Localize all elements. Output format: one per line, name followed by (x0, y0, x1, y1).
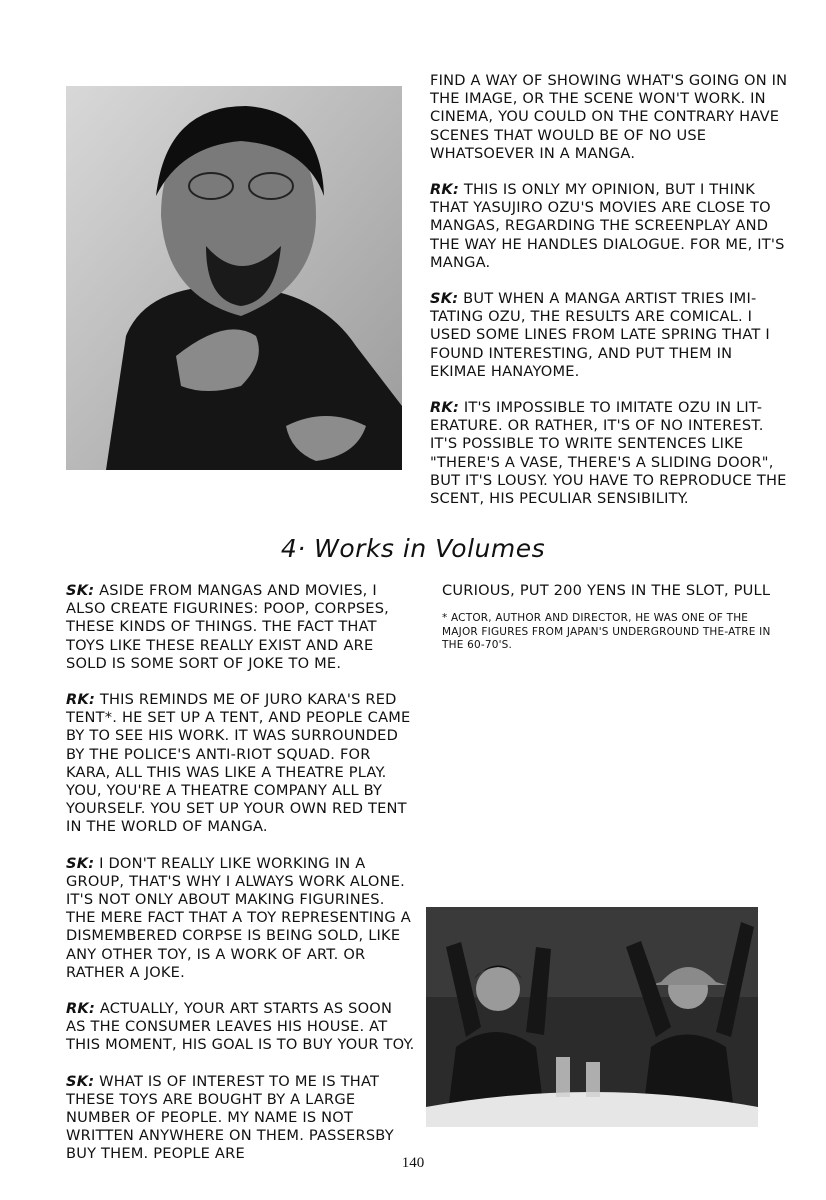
section-heading: 4· Works in Volumes (280, 534, 546, 563)
speaker-label: RK: (66, 1000, 95, 1018)
paragraph: RK: ACTUALLY, YOUR ART STARTS AS SOON AS THE CONSUMER LEAVES HIS HOUSE. AT THIS MOMENT, HIS GOAL IS TO BUY YOUR TOY. (66, 1000, 415, 1054)
bottom-left-column (66, 582, 416, 1182)
speaker-label: RK: (430, 181, 459, 199)
paragraph: CURIOUS, PUT 200 YENS IN THE SLOT, PULL (442, 582, 771, 599)
speaker-label: SK: (66, 1072, 95, 1090)
paragraph: SK: BUT WHEN A MANGA ARTIST TRIES IMI-TATING OZU, THE RESULTS ARE COMICAL. I USED SOME LINES FROM LATE SPRING THAT I FOUND INTERESTING, AND PUT THEM IN EKIMAE HANAYOME. (430, 290, 770, 380)
paragraph: SK: WHAT IS OF INTEREST TO ME IS THAT THESE TOYS ARE BOUGHT BY A LARGE NUMBER OF PEOPLE. MY NAME IS NOT WRITTEN ANYWHERE ON THEM. PASSERSBY BUY THEM. PEOPLE ARE (66, 1072, 394, 1163)
page-number: 140 (401, 1155, 425, 1171)
footnote: * ACTOR, AUTHOR AND DIRECTOR, HE WAS ONE OF THE MAJOR FIGURES FROM JAPAN'S UNDERGROUND THE-ATRE IN THE 60-70'S. (442, 612, 771, 652)
paragraph: FIND A WAY OF SHOWING WHAT'S GOING ON IN THE IMAGE, OR THE SCENE WON'T WORK. IN CINEMA, YOU COULD ON THE CONTRARY HAVE SCENES THAT WOULD BE OF NO USE WHATSOEVER IN A MANGA. (430, 72, 788, 162)
group-photo (426, 907, 758, 1127)
paragraph: SK: I DON'T REALLY LIKE WORKING IN A GROUP, THAT'S WHY I ALWAYS WORK ALONE. IT'S NOT ONLY ABOUT MAKING FIGURINES. THE MERE FACT THAT A TOY REPRESENTING A DISMEMBERED CORPSE IS BEING SOLD, LIKE ANY OTHER TOY, IS A WORK OF ART. OR RATHER A JOKE. (66, 854, 411, 981)
bottom-right-column (442, 582, 787, 671)
portrait-photo (66, 86, 402, 470)
speaker-label: SK: (66, 582, 95, 599)
paragraph: RK: IT'S IMPOSSIBLE TO IMITATE OZU IN LIT-ERATURE. OR RATHER, IT'S OF NO INTEREST. IT'S POSSIBLE TO WRITE SENTENCES LIKE "THERE'S A VASE, THERE'S A SLIDING DOOR", BUT IT'S LOUSY. YOU HAVE TO REPRODUCE THE SCENT, HIS PECULIAR SENSIBILITY. (430, 399, 787, 508)
paragraph: RK: THIS IS ONLY MY OPINION, BUT I THINK THAT YASUJIRO OZU'S MOVIES ARE CLOSE TO MANGAS, REGARDING THE SCREENPLAY AND THE WAY HE HANDLES DIALOGUE. FOR ME, IT'S MANGA. (430, 181, 785, 271)
paragraph: SK: ASIDE FROM MANGAS AND MOVIES, I ALSO CREATE FIGURINES: POOP, CORPSES, THESE KINDS OF THINGS. THE FACT THAT TOYS LIKE THESE REALLY EXIST AND ARE SOLD IS SOME SORT OF JOKE TO ME. (66, 582, 390, 672)
speaker-label: RK: (66, 691, 95, 709)
paragraph: RK: THIS REMINDS ME OF JURO KARA'S RED TENT*. HE SET UP A TENT, AND PEOPLE CAME BY TO SEE HIS WORK. IT WAS SURROUNDED BY THE POLICE'S ANTI-RIOT SQUAD. FOR KARA, ALL THIS WAS LIKE A THEATRE PLAY. YOU, YOU'RE A THEATRE COMPANY ALL BY YOURSELF. YOU SET UP YOUR OWN RED TENT IN THE WORLD OF MANGA. (66, 691, 411, 836)
speaker-label: SK: (66, 854, 95, 872)
speaker-label: RK: (430, 399, 459, 417)
top-right-column (430, 72, 790, 526)
speaker-label: SK: (430, 290, 459, 308)
